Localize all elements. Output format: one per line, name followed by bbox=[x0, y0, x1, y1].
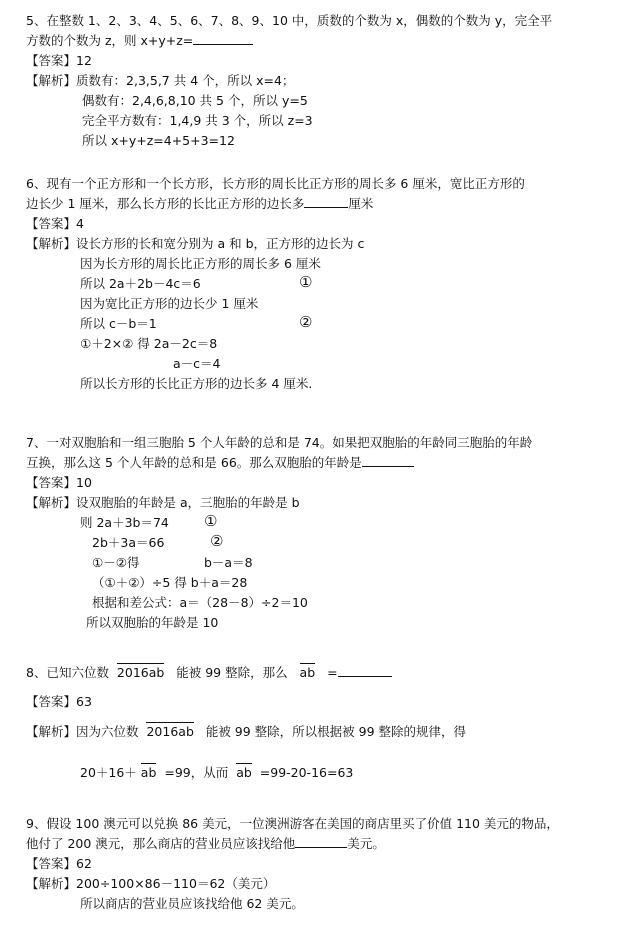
answer-label: 【答案】 bbox=[26, 694, 77, 709]
q6-analysis-line-3: 所以 2a＋2b－4c＝6 bbox=[80, 276, 201, 291]
q7-equation-marker-1: ① bbox=[204, 512, 218, 530]
q8-analysis-line-2 bbox=[80, 764, 353, 782]
q9-stem-line-2 bbox=[26, 835, 385, 853]
q8-overlined-number: 2016ab bbox=[116, 665, 165, 680]
analysis-label: 【解析】 bbox=[26, 236, 77, 251]
q9-stem-unit: 美元。 bbox=[347, 836, 385, 851]
q8-analysis-eq-1: 20＋16＋ bbox=[80, 765, 137, 780]
q6-answer: 4 bbox=[76, 216, 84, 231]
q6-analysis-line-7: a－c＝4 bbox=[173, 356, 221, 371]
q9-answer-line bbox=[26, 855, 92, 873]
q5-analysis-line-3: 完全平方数有：1,4,9 共 3 个，所以 z=3 bbox=[82, 113, 313, 128]
q7-stem-text: 互换，那么这 5 个人年龄的总和是 66。那么双胞胎的年龄是 bbox=[26, 455, 362, 470]
q5-answer-line bbox=[26, 52, 92, 70]
q5-stem-line-2 bbox=[26, 32, 253, 50]
q8-answer-blank bbox=[338, 664, 392, 677]
answer-label: 【答案】 bbox=[26, 216, 77, 231]
q7-answer-blank bbox=[362, 454, 414, 467]
analysis-label: 【解析】 bbox=[26, 876, 77, 891]
answer-label: 【答案】 bbox=[26, 475, 77, 490]
q8-analysis-overlined-number: 2016ab bbox=[146, 724, 194, 739]
q6-stem-text: 边长少 1 厘米，那么长方形的长比正方形的边长多 bbox=[26, 196, 305, 211]
q5-analysis-line-1 bbox=[26, 72, 294, 90]
q7-analysis-line-7: 所以双胞胎的年龄是 10 bbox=[86, 615, 219, 630]
analysis-label: 【解析】 bbox=[26, 724, 77, 739]
q9-stem-text: 他付了 200 澳元，那么商店的营业员应该找给他 bbox=[26, 836, 296, 851]
q7-analysis-line-4-result: b－a＝8 bbox=[204, 555, 253, 570]
q7-answer-line bbox=[26, 474, 92, 492]
q9-analysis-text: 200÷100×86－110＝62（美元） bbox=[76, 876, 276, 891]
q7-analysis-line-2: 则 2a＋3b＝74 bbox=[80, 515, 169, 530]
q8-analysis-eq-2: =99，从而 bbox=[164, 765, 229, 780]
q7-analysis-line-6: 根据和差公式：a＝（28－8）÷2＝10 bbox=[92, 595, 308, 610]
analysis-label: 【解析】 bbox=[26, 495, 77, 510]
q5-answer-blank bbox=[193, 32, 253, 45]
q6-analysis-text: 设长方形的长和宽分别为 a 和 b，正方形的边长为 c bbox=[76, 236, 365, 251]
q8-analysis-overlined-ab: ab bbox=[140, 765, 157, 780]
q8-equals: = bbox=[327, 665, 338, 680]
q5-analysis-line-4: 所以 x+y+z=4+5+3=12 bbox=[82, 133, 235, 148]
q6-analysis-line-4: 因为宽比正方形的边长少 1 厘米 bbox=[80, 296, 259, 311]
q6-analysis-line-1 bbox=[26, 235, 364, 253]
q6-analysis-line-6: ①＋2×② 得 2a－2c＝8 bbox=[80, 336, 218, 351]
q8-stem-text-2: 能被 99 整除，那么 bbox=[176, 665, 288, 680]
q8-analysis-text-2: 能被 99 整除，所以根据被 99 整除的规律，得 bbox=[205, 724, 467, 739]
q8-analysis-eq-3: =99-20-16=63 bbox=[259, 765, 354, 780]
q5-stem-line-1: 5、在整数 1、2、3、4、5、6、7、8、9、10 中，质数的个数为 x，偶数的个数为 y，完全平 bbox=[26, 13, 553, 28]
q8-analysis-line-1 bbox=[26, 723, 466, 741]
answer-label: 【答案】 bbox=[26, 856, 77, 871]
q9-answer: 62 bbox=[76, 856, 92, 871]
q5-stem-text: 方数的个数为 z，则 x+y+z= bbox=[26, 33, 194, 48]
q9-analysis-line-2: 所以商店的营业员应该找给他 62 美元。 bbox=[80, 896, 304, 911]
q8-analysis-text: 因为六位数 bbox=[76, 724, 139, 739]
q6-analysis-line-5: 所以 c－b＝1 bbox=[80, 316, 157, 331]
q8-stem-text: 8、已知六位数 bbox=[26, 665, 109, 680]
q6-equation-marker-1: ① bbox=[299, 273, 313, 291]
q6-answer-blank bbox=[304, 195, 348, 208]
q6-analysis-line-2: 因为长方形的周长比正方形的周长多 6 厘米 bbox=[80, 256, 321, 271]
q5-analysis-text: 质数有：2,3,5,7 共 4 个，所以 x=4； bbox=[76, 73, 295, 88]
q8-answer-line bbox=[26, 693, 92, 711]
q7-stem-line-1: 7、一对双胞胎和一组三胞胎 5 个人年龄的总和是 74。如果把双胞胎的年龄同三胞胎的年龄 bbox=[26, 435, 533, 450]
q7-answer: 10 bbox=[76, 475, 92, 490]
q8-stem-line bbox=[26, 664, 392, 682]
q7-equation-marker-2: ② bbox=[210, 532, 224, 550]
q9-analysis-line-1 bbox=[26, 875, 275, 893]
q6-stem-line-2 bbox=[26, 195, 373, 213]
q9-answer-blank bbox=[295, 835, 347, 848]
q5-analysis-line-2: 偶数有：2,4,6,8,10 共 5 个，所以 y=5 bbox=[82, 93, 308, 108]
q7-analysis-text: 设双胞胎的年龄是 a，三胞胎的年龄是 b bbox=[76, 495, 300, 510]
q7-analysis-line-1 bbox=[26, 494, 300, 512]
q7-analysis-line-3: 2b＋3a＝66 bbox=[92, 535, 165, 550]
q6-analysis-line-8: 所以长方形的长比正方形的边长多 4 厘米. bbox=[80, 376, 313, 391]
answer-label: 【答案】 bbox=[26, 53, 77, 68]
q9-stem-line-1: 9、假设 100 澳元可以兑换 86 美元，一位澳洲游客在美国的商店里买了价值 110 美元的物品， bbox=[26, 816, 559, 831]
q6-answer-line bbox=[26, 215, 84, 233]
q6-equation-marker-2: ② bbox=[299, 313, 313, 331]
q6-stem-line-1: 6、现有一个正方形和一个长方形，长方形的周长比正方形的周长多 6 厘米，宽比正方形的 bbox=[26, 176, 525, 191]
q7-analysis-line-4: ①－②得 bbox=[92, 555, 140, 570]
q7-analysis-line-5: （①＋②）÷5 得 b＋a＝28 bbox=[92, 575, 248, 590]
q8-analysis-overlined-ab-2: ab bbox=[236, 765, 252, 780]
q7-stem-line-2 bbox=[26, 454, 414, 472]
q8-overlined-ab: ab bbox=[299, 665, 316, 680]
analysis-label: 【解析】 bbox=[26, 73, 77, 88]
q8-answer: 63 bbox=[76, 694, 92, 709]
q6-stem-unit: 厘米 bbox=[348, 196, 374, 211]
q5-answer: 12 bbox=[76, 53, 92, 68]
